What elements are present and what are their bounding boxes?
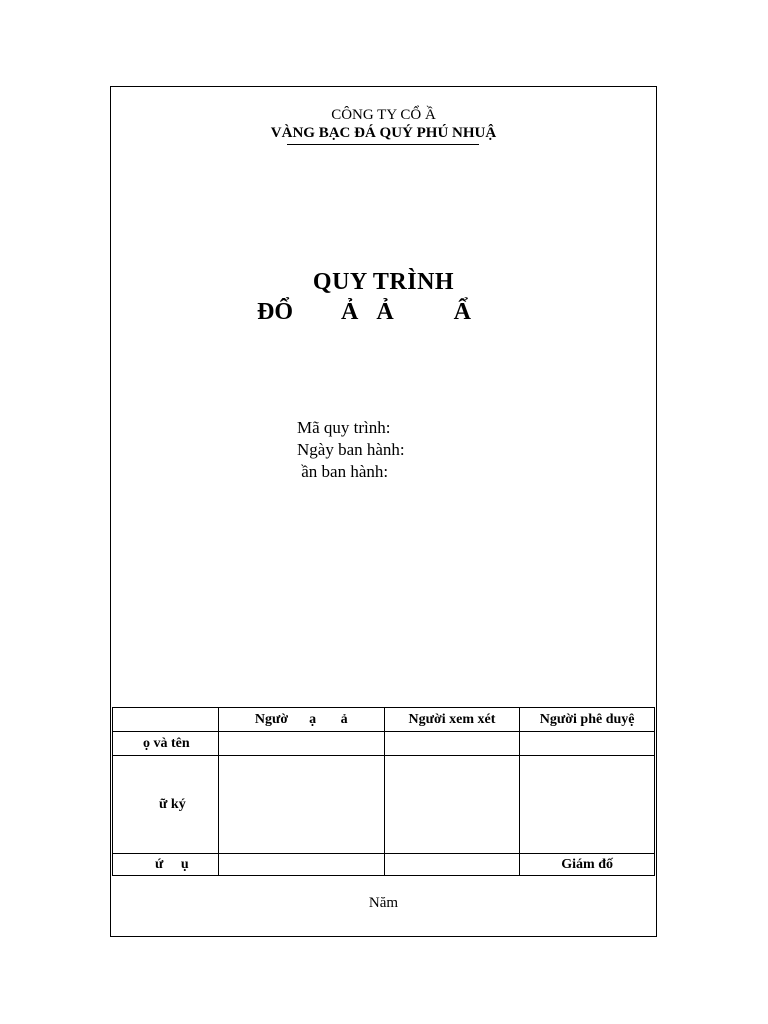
document-title: QUY TRÌNH [312, 269, 455, 295]
table-header-cell [113, 708, 219, 732]
table-cell [218, 756, 384, 854]
table-cell [384, 756, 520, 854]
year-label: Năm [368, 895, 399, 911]
row-label-position: ứ ụ [113, 854, 219, 876]
row-label-signature: ữ ký [113, 756, 219, 854]
document-info [297, 417, 405, 483]
table-row [113, 732, 655, 756]
table-cell [384, 732, 520, 756]
document-subtitle: ĐỔ Ả Ả Ẩ [257, 299, 471, 325]
issue-version-label: ần ban hành: [297, 462, 389, 481]
company-name-line1: CÔNG TY CỔ Ầ [331, 107, 436, 123]
table-cell [384, 854, 520, 876]
table-header-cell: Người xem xét [384, 708, 520, 732]
company-name-line2: VÀNG BẠC ĐÁ QUÝ PHÚ NHUẬ [270, 125, 497, 141]
table-cell: Giám đố [520, 854, 655, 876]
procedure-code-label: Mã quy trình: [297, 418, 391, 437]
table-row [113, 756, 655, 854]
table-cell [218, 732, 384, 756]
table-header-row [113, 708, 655, 732]
header-underline [287, 144, 479, 145]
table-cell [218, 854, 384, 876]
issue-date-label: Ngày ban hành: [297, 440, 405, 459]
signature-table [112, 707, 655, 876]
row-label-fullname: ọ và tên [113, 732, 219, 756]
table-header-cell: Người phê duyệ [520, 708, 655, 732]
table-cell [520, 732, 655, 756]
document-page [110, 86, 657, 937]
table-row [113, 854, 655, 876]
table-cell [520, 756, 655, 854]
table-header-cell: Ngườ ạ ả [218, 708, 384, 732]
